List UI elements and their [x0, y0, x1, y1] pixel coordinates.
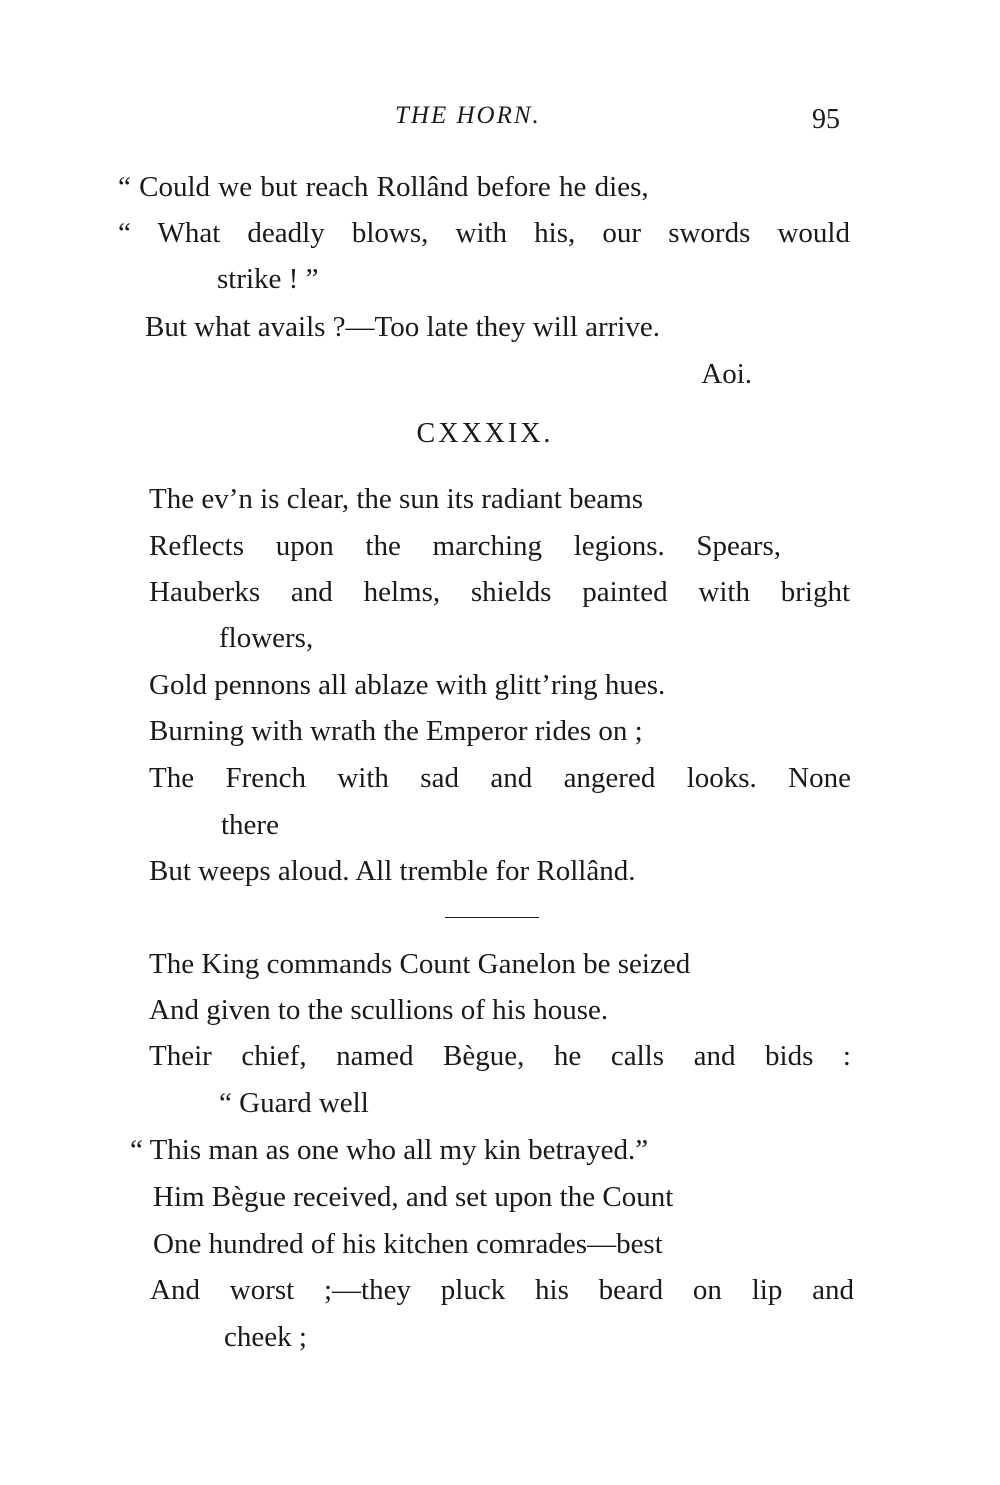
verse-line: Him Bègue received, and set upon the Count — [153, 1181, 674, 1213]
verse-line: The French with sad and angered looks. None — [149, 762, 851, 794]
verse-line: The ev’n is clear, the sun its radiant beams — [149, 483, 644, 515]
verse-line: But what avails ?—Too late they will arrive. — [145, 311, 660, 343]
verse-line: Gold pennons all ablaze with glitt’ring hues. — [149, 669, 666, 701]
verse-line: Their chief, named Bègue, he calls and bids : — [149, 1040, 851, 1072]
verse-line: Burning with wrath the Emperor rides on ; — [149, 715, 643, 747]
verse-line: The King commands Count Ganelon be seized — [149, 948, 691, 980]
page-header — [0, 100, 1000, 140]
verse-line: And given to the scullions of his house. — [149, 994, 609, 1026]
verse-line: “ What deadly blows, with his, our swords would — [118, 217, 850, 249]
verse-line: “ Could we but reach Rollând before he dies, — [118, 171, 649, 203]
verse-line: Hauberks and helms, shields painted with bright — [149, 576, 850, 608]
verse-line: But weeps aloud. All tremble for Rollând. — [149, 855, 636, 887]
verse-line: “ This man as one who all my kin betrayed.” — [130, 1134, 649, 1166]
refrain-aoi: Aoi. — [701, 358, 752, 390]
running-title: THE HORN. — [395, 102, 541, 129]
verse-line-continuation: strike ! ” — [217, 263, 319, 295]
verse-line: One hundred of his kitchen comrades—best — [153, 1228, 663, 1260]
verse-line-continuation: there — [221, 809, 279, 841]
section-divider — [445, 917, 539, 918]
section-heading: CXXXIX. — [416, 418, 554, 449]
verse-line: Reflects upon the marching legions. Spears, — [149, 530, 781, 562]
page-number: 95 — [812, 104, 840, 135]
verse-line-continuation: cheek ; — [224, 1321, 307, 1353]
verse-line: And worst ;—they pluck his beard on lip and — [150, 1274, 854, 1306]
verse-line-continuation: flowers, — [219, 622, 314, 654]
verse-line-continuation: “ Guard well — [219, 1087, 369, 1119]
